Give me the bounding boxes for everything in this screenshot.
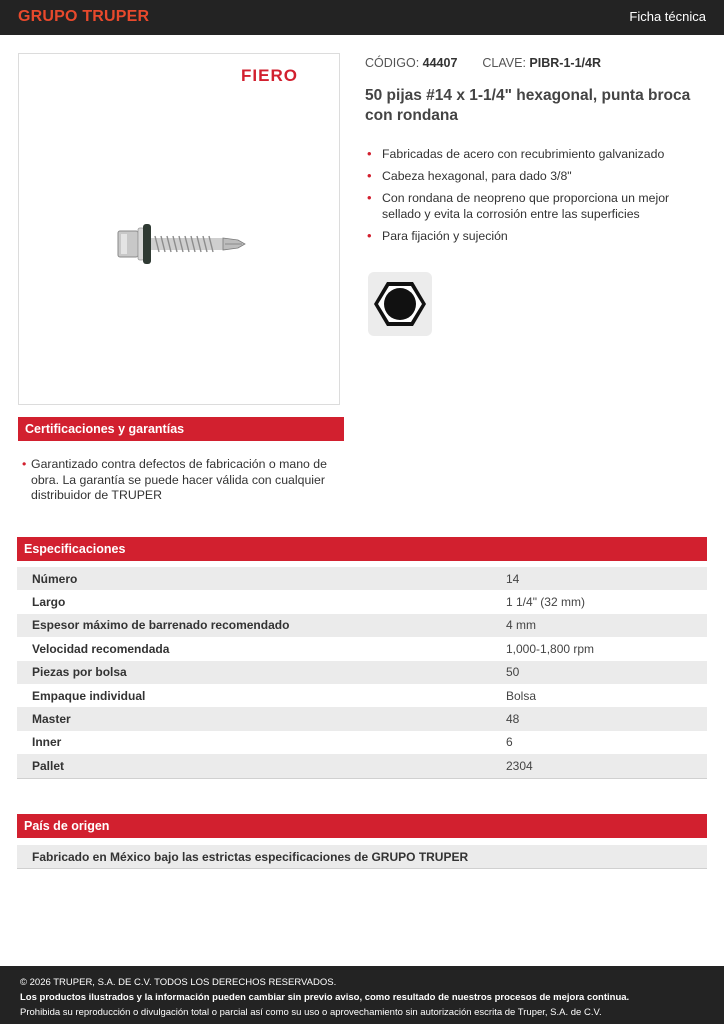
prohibited-text: Prohibida su reproducción o divulgación total o parcial así como su uso o aprovechamiento sin autorización escrita de Truper, S.A. de C.V.	[20, 1007, 602, 1018]
code-value: 44407	[422, 56, 458, 70]
table-row	[17, 684, 707, 707]
table-row	[17, 567, 707, 590]
spec-table	[17, 567, 707, 778]
table-row	[17, 731, 707, 754]
fiero-logo: FIERO	[241, 66, 298, 85]
code-label: CÓDIGO:	[365, 56, 420, 70]
table-divider	[17, 778, 707, 779]
table-row	[17, 637, 707, 660]
spec-value: 2304	[506, 758, 533, 773]
brand-logo: GRUPO TRUPER	[18, 8, 150, 25]
screw-image	[114, 214, 249, 274]
spec-label: Empaque individual	[32, 688, 146, 703]
doc-type-label: Ficha técnica	[629, 9, 706, 24]
product-title: 50 pijas #14 x 1-1/4" hexagonal, punta broca con rondana	[365, 87, 691, 124]
top-bar	[0, 0, 724, 35]
origin-header: País de origen	[17, 814, 707, 838]
hex-head-icon	[368, 272, 432, 336]
spec-value: 14	[506, 571, 520, 586]
feature-item: • Con rondana de neopreno que proporciona un mejor sellado y evita la corrosión entre las superficies	[367, 190, 707, 222]
feature-list	[367, 146, 707, 250]
spec-value: 50	[506, 665, 520, 680]
certifications-header: Certificaciones y garantías	[18, 417, 344, 441]
table-row	[17, 661, 707, 684]
feature-item: • Para fijación y sujeción	[367, 228, 707, 244]
notice-text: Los productos ilustrados y la información pueden cambiar sin previo aviso, como resultado de nuestros procesos de mejora continua.	[20, 992, 630, 1003]
spec-label: Master	[32, 712, 71, 727]
spec-label: Espesor máximo de barrenado recomendado	[32, 618, 290, 633]
specifications-header: Especificaciones	[17, 537, 707, 561]
spec-label: Inner	[32, 735, 62, 750]
spec-value: 1,000-1,800 rpm	[506, 641, 595, 656]
spec-label: Número	[32, 571, 78, 586]
key-label: CLAVE:	[482, 56, 526, 70]
spec-label: Largo	[32, 595, 66, 610]
spec-value: Bolsa	[506, 688, 537, 703]
table-row	[17, 614, 707, 637]
product-codes	[365, 56, 601, 70]
spec-value: 1 1/4" (32 mm)	[506, 595, 585, 610]
spec-label: Pallet	[32, 758, 65, 773]
copyright-text: © 2026 TRUPER, S.A. DE C.V. TODOS LOS DERECHOS RESERVADOS.	[20, 977, 337, 988]
footer	[0, 966, 724, 1024]
feature-item: • Fabricadas de acero con recubrimiento galvanizado	[367, 146, 707, 162]
table-row	[17, 707, 707, 730]
origin-text: Fabricado en México bajo las estrictas especificaciones de GRUPO TRUPER	[17, 845, 707, 869]
spec-label: Piezas por bolsa	[32, 665, 127, 680]
feature-item: • Cabeza hexagonal, para dado 3/8"	[367, 168, 707, 184]
spec-value: 6	[506, 735, 513, 750]
product-photo-frame	[18, 53, 340, 405]
table-row	[17, 754, 707, 777]
warranty-text: • Garantizado contra defectos de fabricación o mano de obra. La garantía se puede hacer válida con cualquier distribuidor de TRUPER	[22, 457, 342, 504]
key-value: PIBR-1-1/4R	[529, 56, 601, 70]
spec-value: 4 mm	[506, 618, 536, 633]
table-row	[17, 590, 707, 613]
spec-value: 48	[506, 712, 520, 727]
spec-label: Velocidad recomendada	[32, 641, 170, 656]
